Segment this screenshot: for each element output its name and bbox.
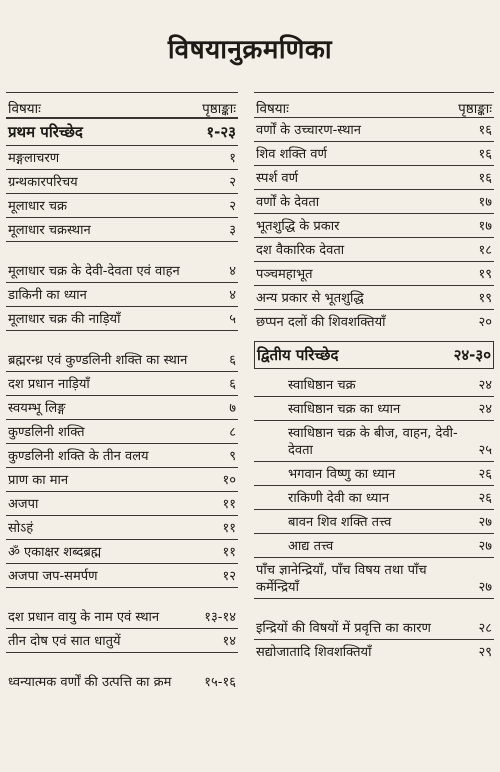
right-column — [254, 92, 494, 663]
section-heading — [254, 341, 494, 369]
toc-entry[interactable]: इन्द्रियों की विषयों में प्रवृत्ति का कारण २८ — [254, 599, 494, 640]
toc-entry[interactable]: राकिणी देवी का ध्यान २६ — [254, 486, 494, 510]
header-subject: विषयाः — [256, 101, 289, 117]
toc-entry[interactable]: सोऽहं ११ — [6, 516, 238, 540]
toc-entry[interactable]: स्वयम्भू लिङ्ग ७ — [6, 396, 238, 420]
toc-entry[interactable]: ध्वन्यात्मक वर्णों की उत्पत्ति का क्रम १५-१६ — [8, 675, 236, 690]
toc-entry[interactable]: मूलाधार चक्र २ — [6, 194, 238, 218]
toc-entry[interactable]: अजपा जप-समर्पण १२ — [6, 564, 238, 588]
toc-entry[interactable]: स्वाधिष्ठान चक्र के बीज, वाहन, देवी-देवता २५ — [254, 421, 494, 462]
toc-entry[interactable]: तीन दोष एवं सात धातुयें १४ — [6, 629, 238, 653]
toc-entry[interactable]: अजपा ११ — [6, 492, 238, 516]
page-title: विषयानुक्रमणिका — [167, 35, 333, 65]
section-title: द्वितीय परिच्छेद — [257, 346, 339, 364]
section-title: प्रथम परिच्छेद — [8, 123, 83, 141]
toc-entry[interactable]: स्वाधिष्ठान चक्र का ध्यान २४ — [254, 397, 494, 421]
toc-entry[interactable]: सद्योजातादि शिवशक्तियाँ २९ — [256, 645, 492, 660]
header-page: पृष्ठाङ्काः — [458, 101, 492, 117]
toc-entry[interactable]: मङ्गलाचरण १ — [6, 146, 238, 170]
toc-entry[interactable]: ॐ एकाक्षर शब्दब्रह्म ११ — [6, 540, 238, 564]
toc-entry[interactable]: अन्य प्रकार से भूतशुद्धि १९ — [254, 286, 494, 310]
toc-entry[interactable]: वर्णों के देवता १७ — [254, 190, 494, 214]
toc-entry[interactable]: दश वैकारिक देवता १८ — [254, 238, 494, 262]
left-column — [6, 92, 238, 693]
section-pages: २४-३० — [453, 346, 491, 364]
toc-entry[interactable]: कुण्डलिनी शक्ति के तीन वलय ९ — [6, 444, 238, 468]
toc-entry[interactable]: पाँच ज्ञानेन्द्रियाँ, पाँच विषय तथा पाँच कर्मेन्द्रियाँ २७ — [254, 558, 494, 599]
section-pages: १-२३ — [206, 123, 236, 141]
toc-entry[interactable]: ब्रह्मरन्ध्र एवं कुण्डलिनी शक्ति का स्थान ६ — [6, 331, 238, 372]
toc-entry[interactable]: भगवान विष्णु का ध्यान २६ — [254, 462, 494, 486]
toc-entry[interactable]: मूलाधार चक्र की नाड़ियाँ ५ — [6, 307, 238, 331]
toc-entry[interactable]: बावन शिव शक्ति तत्त्व २७ — [254, 510, 494, 534]
toc-entry[interactable]: कुण्डलिनी शक्ति ८ — [6, 420, 238, 444]
toc-entry[interactable]: स्पर्श वर्ण १६ — [254, 166, 494, 190]
toc-entry[interactable]: डाकिनी का ध्यान ४ — [6, 283, 238, 307]
toc-entry[interactable]: भूतशुद्धि के प्रकार १७ — [254, 214, 494, 238]
toc-entry[interactable]: दश प्रधान नाड़ियाँ ६ — [6, 372, 238, 396]
header-subject: विषयाः — [8, 101, 41, 117]
toc-entry[interactable]: ग्रन्थकारपरिचय २ — [6, 170, 238, 194]
toc-entry[interactable]: प्राण का मान १० — [6, 468, 238, 492]
toc-entry[interactable]: आद्य तत्त्व २७ — [254, 534, 494, 558]
toc-entry[interactable]: मूलाधार चक्रस्थान ३ — [6, 218, 238, 242]
section-heading — [6, 118, 238, 146]
column-header — [6, 93, 238, 117]
toc-entry[interactable]: वर्णों के उच्चारण-स्थान १६ — [254, 118, 494, 142]
toc-entry[interactable]: पञ्चमहाभूत १९ — [254, 262, 494, 286]
toc-entry[interactable]: छप्पन दलों की शिवशक्तियाँ २० — [256, 315, 492, 330]
column-header — [254, 93, 494, 117]
toc-entry[interactable]: स्वाधिष्ठान चक्र २४ — [254, 373, 494, 397]
toc-entry[interactable]: दश प्रधान वायु के नाम एवं स्थान १३-१४ — [6, 588, 238, 629]
header-page: पृष्ठाङ्काः — [202, 101, 236, 117]
toc-entry[interactable]: मूलाधार चक्र के देवी-देवता एवं वाहन ४ — [6, 242, 238, 283]
toc-entry[interactable]: शिव शक्ति वर्ण १६ — [254, 142, 494, 166]
